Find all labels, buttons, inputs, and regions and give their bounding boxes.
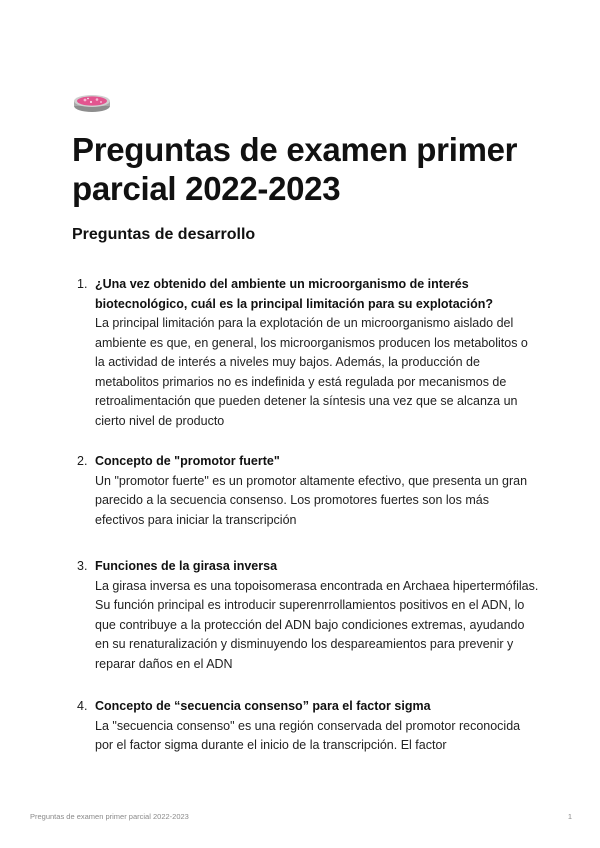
footer-document-title: Preguntas de examen primer parcial 2022-2023	[30, 812, 189, 821]
question-answer: La girasa inversa es una topoisomerasa encontrada en Archaea hipertermófilas. Su función principal es introducir superenrrollamientos positivos en el ADN, lo que contribuye a la protección del ADN bajo condiciones extremas, ayudando en su renaturalización y disminuyendo los despareamientos para prevenir y reparar daños en el ADN	[95, 578, 539, 671]
footer-page-number: 1	[567, 812, 572, 821]
question-answer: La "secuencia consenso" es una región conservada del promotor reconocida por el factor sigma durante el inicio de la transcripción. El factor	[95, 718, 521, 752]
question-number: 4.	[77, 699, 88, 713]
question-body	[95, 452, 540, 530]
petri-dish-icon	[72, 92, 112, 114]
question-title: Funciones de la girasa inversa	[95, 559, 278, 573]
section-subtitle: Preguntas de desarrollo	[72, 226, 256, 243]
question-number: 2.	[77, 454, 88, 468]
question-answer: Un "promotor fuerte" es un promotor altamente efectivo, que presenta un gran parecido a la secuencia consenso. Los promotores fuertes son los más efectivos para iniciar la transcripción	[95, 473, 528, 527]
question-title: ¿Una vez obtenido del ambiente un microorganismo de interés biotecnológico, cuál es la principal limitación para su explotación?	[95, 277, 494, 311]
question-number: 3.	[77, 559, 88, 573]
question-body	[95, 697, 540, 756]
question-title: Concepto de “secuencia consenso” para el factor sigma	[95, 699, 431, 713]
question-title: Concepto de "promotor fuerte"	[95, 454, 280, 468]
page-title: Preguntas de examen primer parcial 2022-2023	[72, 131, 518, 207]
question-number: 1.	[77, 277, 88, 291]
question-answer: La principal limitación para la explotación de un microorganismo aislado del ambiente es que, en general, los microorganismos producen los metabolitos o la actividad de interés a niveles muy bajos. Además, la producción de metabolitos primarios no es indefinida y está regulada por mecanismos de retroalimentación que pueden detener la síntesis una vez que se alcanza un cierto nivel de producto	[95, 316, 528, 428]
question-body	[95, 275, 540, 431]
question-body	[95, 557, 540, 674]
